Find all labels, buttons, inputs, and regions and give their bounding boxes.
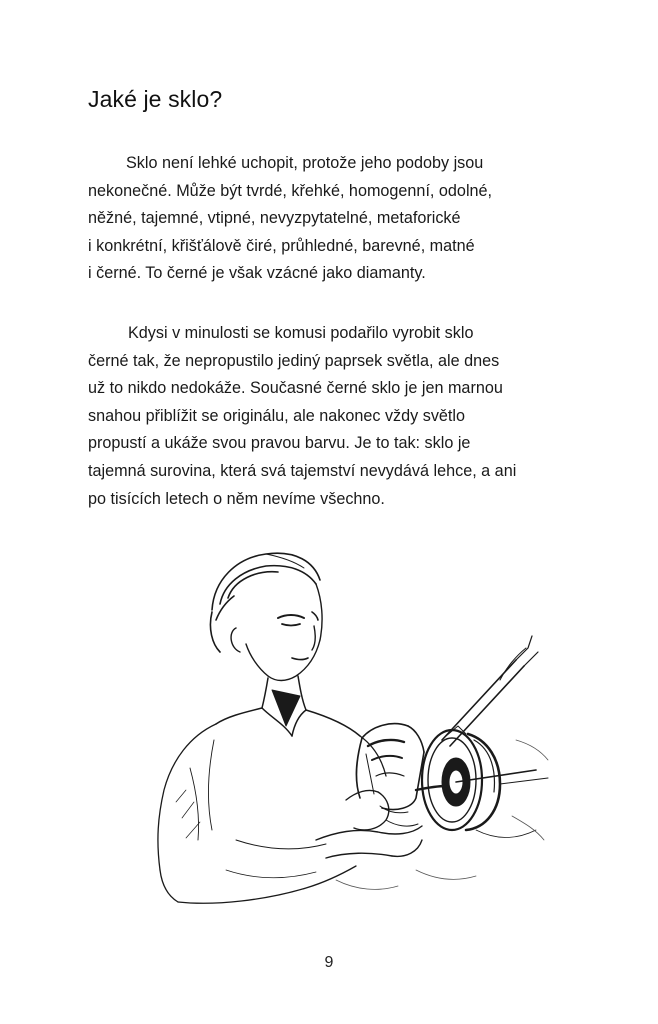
- arms-sketch: [316, 790, 422, 858]
- paragraph-1-line: nekonečné. Může být tvrdé, křehké, homogenní, odolné,: [88, 181, 493, 200]
- paragraph-2-line: Kdysi v minulosti se komusi podařilo vyrobit sklo: [128, 324, 474, 342]
- paragraph-2-line: po tisících letech o něm nevíme všechno.: [88, 489, 385, 508]
- chapter-heading: Jaké je sklo?: [88, 86, 223, 112]
- paragraph-2-line: tajemná surovina, která svá tajemství nevydává lehce, a ani: [88, 461, 517, 480]
- paragraph-1-line: Sklo není lehké uchopit, protože jeho podoby jsou: [126, 154, 484, 172]
- page-number: 9: [324, 954, 334, 971]
- glass-object-sketch: [356, 724, 424, 810]
- paragraph-2-line: propustí a ukáže svou pravou barvu. Je to tak: sklo je: [88, 434, 471, 453]
- paragraph-2: [88, 320, 566, 513]
- paragraph-2-line: černé tak, že nepropustilo jediný paprsek světla, ale dnes: [88, 351, 500, 370]
- body-sketch: [158, 724, 386, 903]
- glass-grinder-illustration: [116, 540, 556, 930]
- collar-sketch: [216, 676, 360, 736]
- paragraph-1-line: i konkrétní, křišťálově čiré, průhledné, barevné, matné: [88, 236, 475, 255]
- face-sketch: [231, 584, 322, 681]
- grinding-wheel-sketch: [416, 730, 548, 838]
- hair-sketch: [210, 553, 320, 652]
- paragraph-2-line: už to nikdo nedokáže. Současné černé sklo je jen marnou: [88, 379, 503, 398]
- paragraph-1: [88, 150, 566, 288]
- paragraph-2-line: snahou přiblížit se originálu, ale nakonec vždy světlo: [88, 406, 466, 425]
- paragraph-1-line: i černé. To černé je však vzácné jako diamanty.: [88, 264, 426, 283]
- paragraph-1-line: něžné, tajemné, vtipné, nevyzpytatelné, metaforické: [88, 209, 461, 228]
